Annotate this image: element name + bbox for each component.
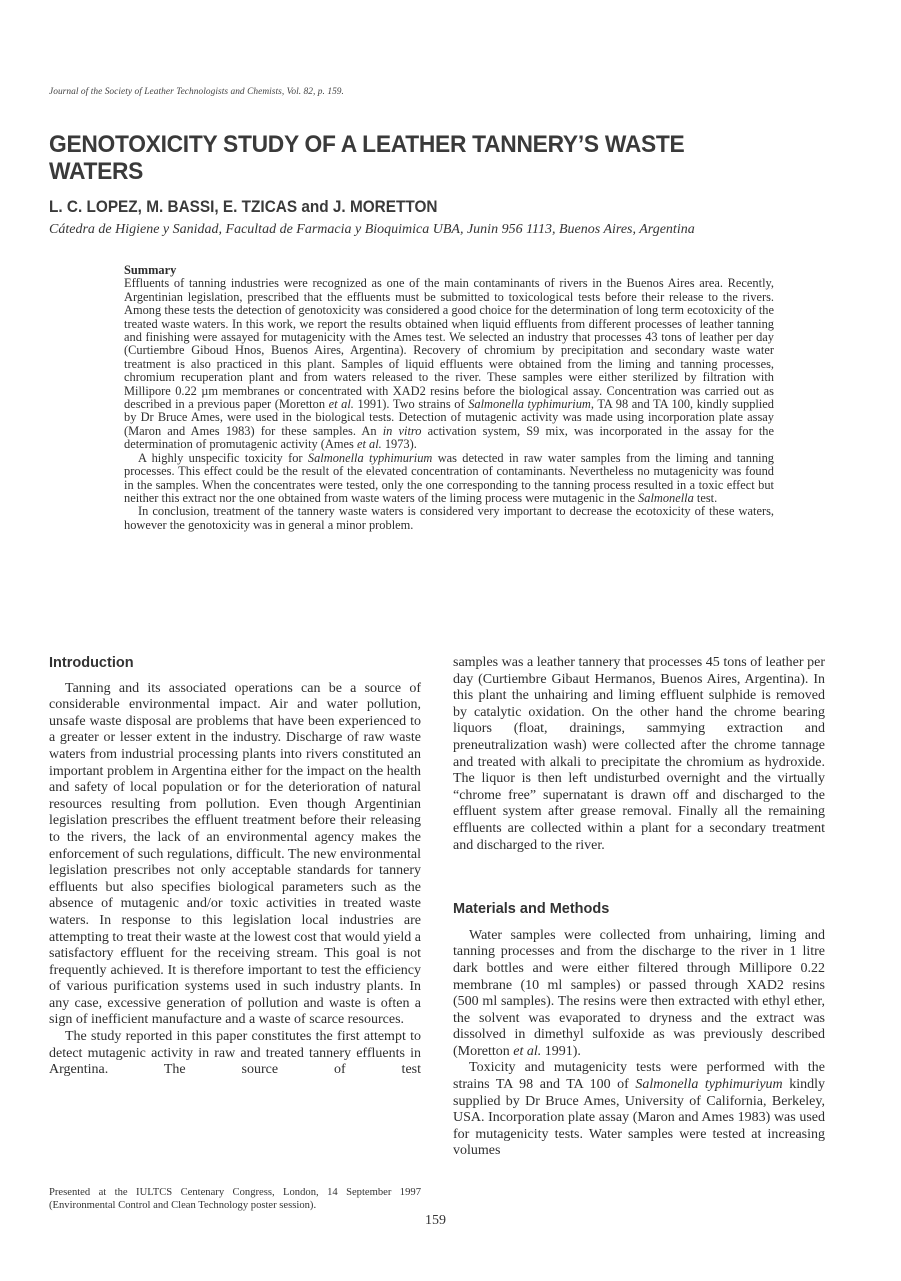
body-paragraph: [453, 928, 825, 1061]
text-run-italic: et al.: [328, 397, 354, 412]
body-paragraph: The study reported in this paper constitutes the first attempt to detect mutagenic activity in raw and treated tannery effluents in Argentina. The source of test: [49, 1029, 421, 1078]
text-run: 1991). Two strains of: [353, 397, 469, 412]
summary-paragraph: [124, 277, 774, 451]
body-paragraph: Tanning and its associated operations can be a source of considerable environmental impact. Air and water pollution, unsafe waste disposal are problems that have been experienced to a greater or lesser extent in the industry. Discharge of raw waste waters from industrial processing plants into rivers constituted an important problem in Argentina either for the impact on the health and safety of local population or for the deterioration of natural resources resulting from pollution. Even though Argentinian legislation prescribes the effluent treatment before their releasing to the rivers, the lack of an environmental agency makes the enforcement of such regulations, difficult. The new environmental legislation prescribes not only acceptable standards for tannery effluents but also specifies biological parameters such as the absence of mutagenic and/or toxic activities in treated waste waters. In response to this legislation local industries are attempting to treat their waste at the lowest cost that would yield a satisfactory effluent for the receiving stream. This goal is not frequently achieved. It is therefore important to test the efficiency of various purification systems used in such industry plants. In any case, excessive generation of pollution and waste is often a sign of inefficient manufacture and a waste of scarce resources.: [49, 680, 421, 1028]
species-name: Salmonella typhimurium: [468, 397, 591, 412]
summary-paragraph: [124, 452, 774, 506]
text-run: 1973).: [381, 437, 417, 452]
species-name: Salmonella typhimuriyum: [635, 1077, 783, 1093]
footnote: Presented at the IULTCS Centenary Congress, London, 14 September 1997 (Environmental Control and Clean Technology poster session).: [49, 1187, 421, 1211]
text-run-italic: in vitro: [382, 423, 422, 438]
text-run: Water samples were collected from unhairing, liming and tanning processes and from the discharge to the river in 1 litre dark bottles and were either filtered through Millipore 0.22 membrane (10 ml samples) or passed through XAD2 resins (500 ml samples). The resins were then extracted with ethyl ether, the solvent was evaporated to dryness and the extract was dissolved in dimethyl sulfoxide as was previously described (Moretton: [453, 927, 825, 1059]
summary-heading: Summary: [124, 263, 177, 277]
affiliation: Cátedra de Higiene y Sanidad, Facultad de Farmacia y Bioquimica UBA, Junin 956 1113, Buenos Aires, Argentina: [49, 222, 695, 237]
body-paragraph: [453, 1060, 825, 1160]
author-list: L. C. LOPEZ, M. BASSI, E. TZICAS and J. MORETTON: [49, 198, 438, 216]
text-run: A highly unspecific toxicity for: [138, 450, 308, 465]
text-run: Effluents of tanning industries were recognized as one of the main contaminants of rivers in the Buenos Aires area. Recently, Argentinian legislation, prescribed that the effluents must be submitted to toxicological tests before their release to the rivers. Among these tests the detection of genotoxicity was considered a good choice for the determination of long term ecotoxicity of the treated waste waters. In this work, we report the results obtained when liquid effluents from different processes of leather tanning and finishing were assayed for mutagenicity with the Ames test. We selected an industry that processes 43 tons of leather per day (Curtiembre Giboud Hnos, Buenos Aires, Argentina). Recovery of chromium by precipitation and secondary waste water treatment is also practiced in this plant. Samples of liquid effluents were obtained from the liming and tanning processes, chromium recuperation plant and from waters released to the river. These samples were either sterilized by filtration with Millipore 0.22 µm membranes or concentrated with XAD2 resins before the biological assay. Concentration was carried out as described in a previous paper (Moretton: [124, 276, 774, 412]
body-paragraph: samples was a leather tannery that processes 45 tons of leather per day (Curtiembre Gibaut Hermanos, Buenos Aires, Argentina). In this plant the unhairing and liming effluent sulphide is removed by catalytic oxidation. On the other hand the chrome bearing liquors (float, drainings, sammying extraction and preneutralization wash) were collected after the chrome tannage and treated with alkali to precipitate the chromium as hydroxide. The liquor is then left undisturbed overnight and the virtually “chrome free” supernatant is drawn off and discharged to the effluent system after grease removal. Finally all the remaining effluents are collected within a plant for a secondary treatment and discharged to the river.: [453, 655, 825, 853]
page-number: 159: [425, 1213, 446, 1228]
journal-citation: Journal of the Society of Leather Technologists and Chemists, Vol. 82, p. 159.: [49, 87, 344, 97]
left-column: [49, 655, 421, 1079]
summary-section: [124, 264, 774, 532]
genus-name: Salmonella: [638, 490, 694, 505]
paper-title: GENOTOXICITY STUDY OF A LEATHER TANNERY’S WASTE WATERS: [49, 131, 685, 185]
text-run-italic: et al.: [513, 1043, 542, 1059]
text-run: was detected in raw water samples from the liming and tanning processes. This effect could be the result of the elevated concentration of contaminants. Nevertheless no mutagenicity was found in the samples. When the concentrates were tested, only the one corresponding to the tanning process resulted in a toxic effect but neither this extract nor the one obtained from waste waters of the liming process were mutagenic in the: [124, 450, 775, 505]
text-run: activation system, S9 mix, was incorporated in the assay for the determination of promutagenic activity (Ames: [124, 423, 774, 452]
text-run: test.: [693, 490, 718, 505]
text-run: , TA 98 and TA 100, kindly supplied by Dr Bruce Ames, were used in the biological tests. Detection of mutagenic activity was made using incorporation plate assay (Maron and Ames 1983) for these samples. An: [124, 397, 774, 438]
text-run: kindly supplied by Dr Bruce Ames, University of California, Berkeley, USA. Incorporation plate assay (Maron and Ames 1983) was used for mutagenicity tests. Water samples were tested at increasing volumes: [453, 1077, 826, 1159]
summary-paragraph: In conclusion, treatment of the tannery waste waters is considered very important to decrease the ecotoxicity of these waters, however the genotoxicity was in general a minor problem.: [124, 504, 774, 532]
right-column: [453, 655, 825, 1160]
text-run: 1991).: [541, 1043, 581, 1059]
species-name: Salmonella typhimurium: [307, 450, 433, 465]
introduction-heading: Introduction: [49, 655, 134, 671]
text-run-italic: et al.: [356, 437, 382, 452]
materials-methods-heading: Materials and Methods: [453, 901, 610, 918]
text-run: Toxicity and mutagenicity tests were performed with the strains TA 98 and TA 100 of: [453, 1060, 825, 1093]
